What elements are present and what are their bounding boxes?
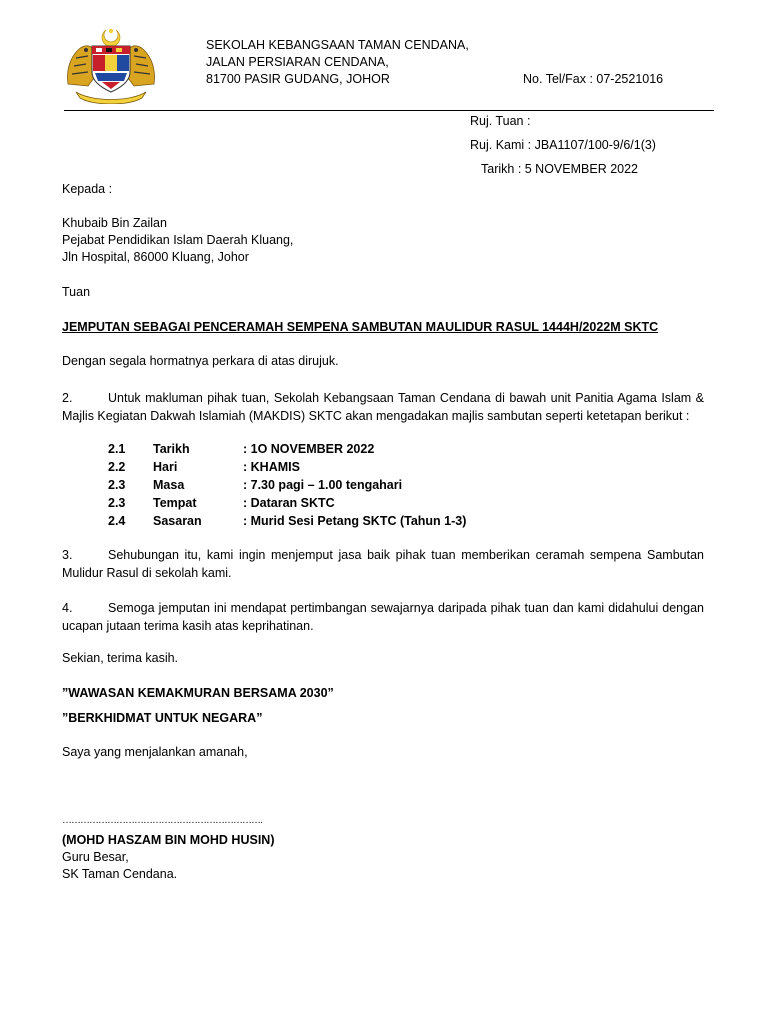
school-phone: No. Tel/Fax : 07-2521016 [523,72,664,86]
paragraph-3 [62,546,704,582]
school-city: 81700 PASIR GUDANG, JOHOR [206,72,390,86]
ref-ruj-kami: Ruj. Kami : JBA1107/100-9/6/1(3) [470,138,656,152]
detail-label: Tarikh [153,442,190,456]
detail-value: : KHAMIS [243,460,300,474]
recipient-salutation: Tuan [62,285,91,299]
detail-value: : 7.30 pagi – 1.00 tengahari [243,478,403,492]
detail-label: Masa [153,478,185,492]
school-street: JALAN PERSIARAN CENDANA, [206,55,389,69]
paragraph-2-number: 2. [62,391,73,405]
header-divider [64,110,714,111]
recipient-address: Jln Hospital, 86000 Kluang, Johor [62,250,249,264]
signature-line: …………………………………………………………. [62,815,262,826]
letter-closing: Sekian, terima kasih. [62,651,179,665]
coat-of-arms-icon [62,26,160,104]
detail-number: 2.1 [108,442,126,456]
detail-label: Hari [153,460,178,474]
detail-label: Tempat [153,496,197,510]
recipient-org: Pejabat Pendidikan Islam Daerah Kluang, [62,233,294,247]
letter-amanah: Saya yang menjalankan amanah, [62,745,248,759]
ref-tarikh: Tarikh : 5 NOVEMBER 2022 [481,162,639,176]
signatory-school: SK Taman Cendana. [62,867,178,881]
detail-number: 2.3 [108,496,126,510]
paragraph-3-text: Sehubungan itu, kami ingin menjemput jasa baik pihak tuan memberikan ceramah sempena Sambutan Mulidur Rasul di sekolah kami. [62,548,704,580]
detail-number: 2.2 [108,460,126,474]
ref-ruj-tuan: Ruj. Tuan : [470,114,531,128]
detail-number: 2.4 [108,514,126,528]
detail-value: : 1O NOVEMBER 2022 [243,442,375,456]
detail-value: : Murid Sesi Petang SKTC (Tahun 1-3) [243,514,467,528]
letter-subject: JEMPUTAN SEBAGAI PENCERAMAH SEMPENA SAMBUTAN MAULIDUR RASUL 1444H/2022M SKTC [62,320,659,334]
detail-value: : Dataran SKTC [243,496,335,510]
detail-label: Sasaran [153,514,202,528]
recipient-name: Khubaib Bin Zailan [62,216,167,230]
motto-berkhidmat: ”BERKHIDMAT UNTUK NEGARA” [62,711,263,725]
recipient-kepada: Kepada : [62,182,113,196]
motto-wawasan: ”WAWASAN KEMAKMURAN BERSAMA 2030” [62,686,334,700]
signatory-title: Guru Besar, [62,850,129,864]
paragraph-4-number: 4. [62,601,73,615]
paragraph-2 [62,389,704,425]
signatory-name: (MOHD HASZAM BIN MOHD HUSIN) [62,833,275,847]
paragraph-2-text: Untuk makluman pihak tuan, Sekolah Kebangsaan Taman Cendana di bawah unit Panitia Agama Islam & Majlis Kegiatan Dakwah Islamiah (MAKDIS) SKTC akan mengadakan majlis sambutan seperti ketetapan berikut : [62,391,704,423]
detail-number: 2.3 [108,478,126,492]
letter-opening: Dengan segala hormatnya perkara di atas dirujuk. [62,354,339,368]
school-name: SEKOLAH KEBANGSAAN TAMAN CENDANA, [206,38,469,52]
paragraph-4 [62,599,704,635]
paragraph-4-text: Semoga jemputan ini mendapat pertimbangan sewajarnya daripada pihak tuan dan kami didahului dengan ucapan jutaan terima kasih atas keprihatinan. [62,601,704,633]
paragraph-3-number: 3. [62,548,73,562]
